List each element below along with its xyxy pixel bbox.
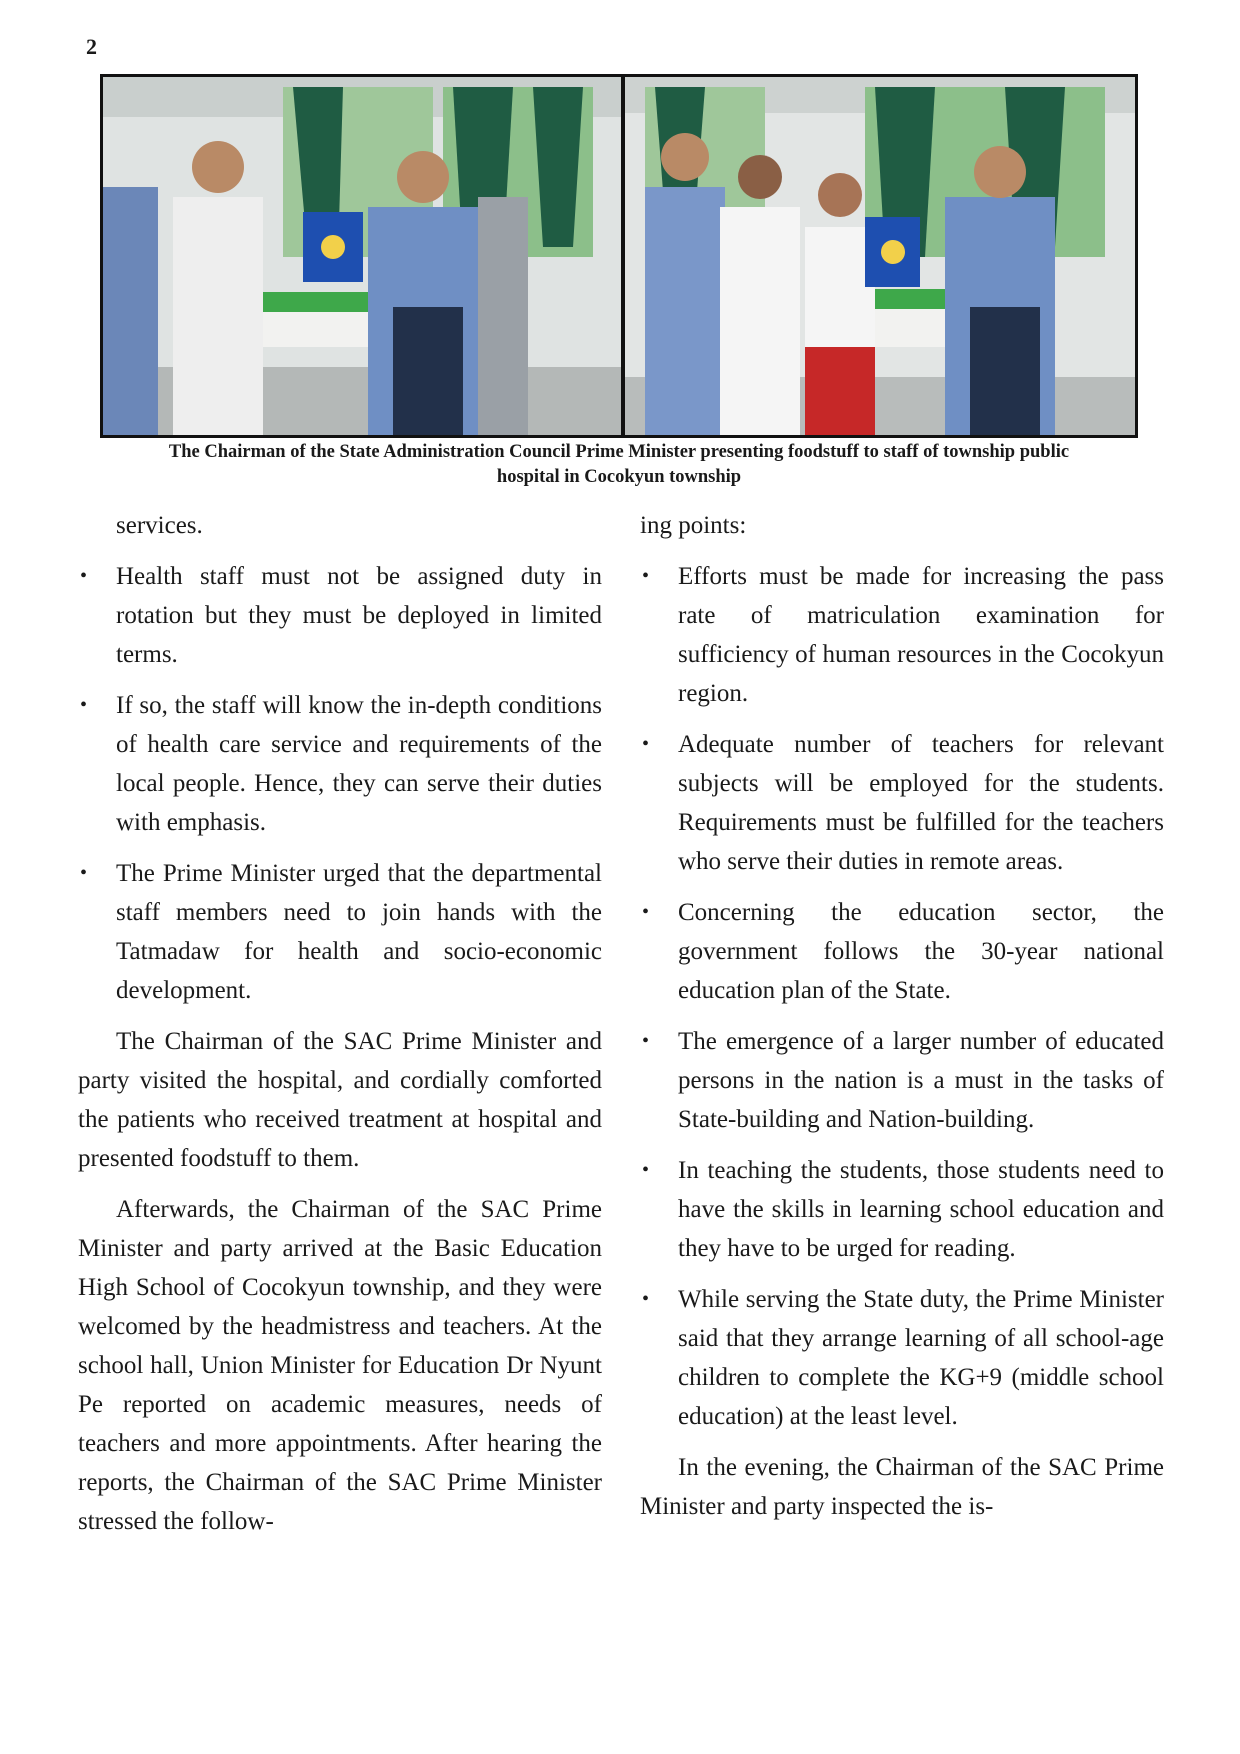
bullet-text: If so, the staff will know the in-depth conditions of health care service and requirements of the local people. Hence, they can serve their duties with emphasis. — [116, 692, 602, 836]
bullet-text: In teaching the students, those students need to have the skills in learning school education and they have to be urged for reading. — [678, 1157, 1164, 1262]
page-number: 2 — [86, 34, 97, 59]
caption-line-2: hospital in Cocokyun township — [496, 467, 742, 487]
left-column — [78, 506, 602, 1553]
photo-illustration-left — [103, 77, 621, 435]
left-bullet-list — [78, 557, 602, 1010]
bullet-text: The Prime Minister urged that the departmental staff members need to join hands with the Tatmadaw for health and socio-economic development. — [116, 860, 602, 1004]
bullet-item — [640, 1151, 1164, 1268]
bullet-text: Adequate number of teachers for relevant subjects will be employed for the students. Requirements must be fulfilled for the teachers who serve their duties in remote areas. — [678, 731, 1164, 875]
bullet-item — [640, 893, 1164, 1010]
bullet-item — [78, 686, 602, 842]
bullet-dot: • — [80, 694, 88, 716]
bullet-dot: • — [80, 565, 88, 587]
photo-hospital-staff-right — [622, 74, 1138, 438]
photo-hospital-staff-left — [100, 74, 624, 438]
bullet-text: Health staff must not be assigned duty in rotation but they must be deployed in limited terms. — [116, 563, 602, 668]
photo-caption — [100, 440, 1138, 490]
right-column — [640, 506, 1164, 1538]
bullet-dot: • — [642, 565, 650, 587]
bullet-item — [640, 557, 1164, 713]
right-column-lead: ing points: — [640, 512, 747, 539]
bullet-text: While serving the State duty, the Prime Minister said that they arrange learning of all school-age children to complete the KG+9 (middle school education) at the least level. — [678, 1286, 1164, 1430]
right-bullet-list — [640, 557, 1164, 1436]
bullet-text: The emergence of a larger number of educated persons in the nation is a must in the tasks of State-building and Nation-building. — [678, 1028, 1164, 1133]
bullet-dot: • — [642, 1288, 650, 1310]
left-column-lead: services. — [116, 512, 203, 539]
bullet-item — [640, 725, 1164, 881]
bullet-item — [78, 854, 602, 1010]
bullet-dot: • — [642, 901, 650, 923]
bullet-dot: • — [642, 733, 650, 755]
bullet-dot: • — [80, 862, 88, 884]
bullet-dot: • — [642, 1159, 650, 1181]
bullet-item — [640, 1022, 1164, 1139]
bullet-text: Concerning the education sector, the government follows the 30-year national education plan of the State. — [678, 899, 1164, 1004]
paragraph: The Chairman of the SAC Prime Minister and party visited the hospital, and cordially comforted the patients who received treatment at hospital and presented foodstuff to them. — [78, 1028, 602, 1172]
bullet-item — [78, 557, 602, 674]
paragraph: In the evening, the Chairman of the SAC Prime Minister and party inspected the is- — [640, 1454, 1164, 1520]
bullet-text: Efforts must be made for increasing the pass rate of matriculation examination for sufficiency of human resources in the Cocokyun region. — [678, 563, 1164, 707]
paragraph: Afterwards, the Chairman of the SAC Prime Minister and party arrived at the Basic Education High School of Cocokyun township, and they were welcomed by the headmistress and teachers. At the school hall, Union Minister for Education Dr Nyunt Pe reported on academic measures, needs of teachers and more appointments. After hearing the reports, the Chairman of the SAC Prime Minister stressed the follow- — [78, 1196, 602, 1535]
photo-strip — [100, 74, 1138, 434]
caption-line-1: The Chairman of the State Administration Council Prime Minister presenting foodstuff to staff of township public — [168, 442, 1070, 462]
photo-illustration-right — [625, 77, 1135, 435]
bullet-dot: • — [642, 1030, 650, 1052]
bullet-item — [640, 1280, 1164, 1436]
